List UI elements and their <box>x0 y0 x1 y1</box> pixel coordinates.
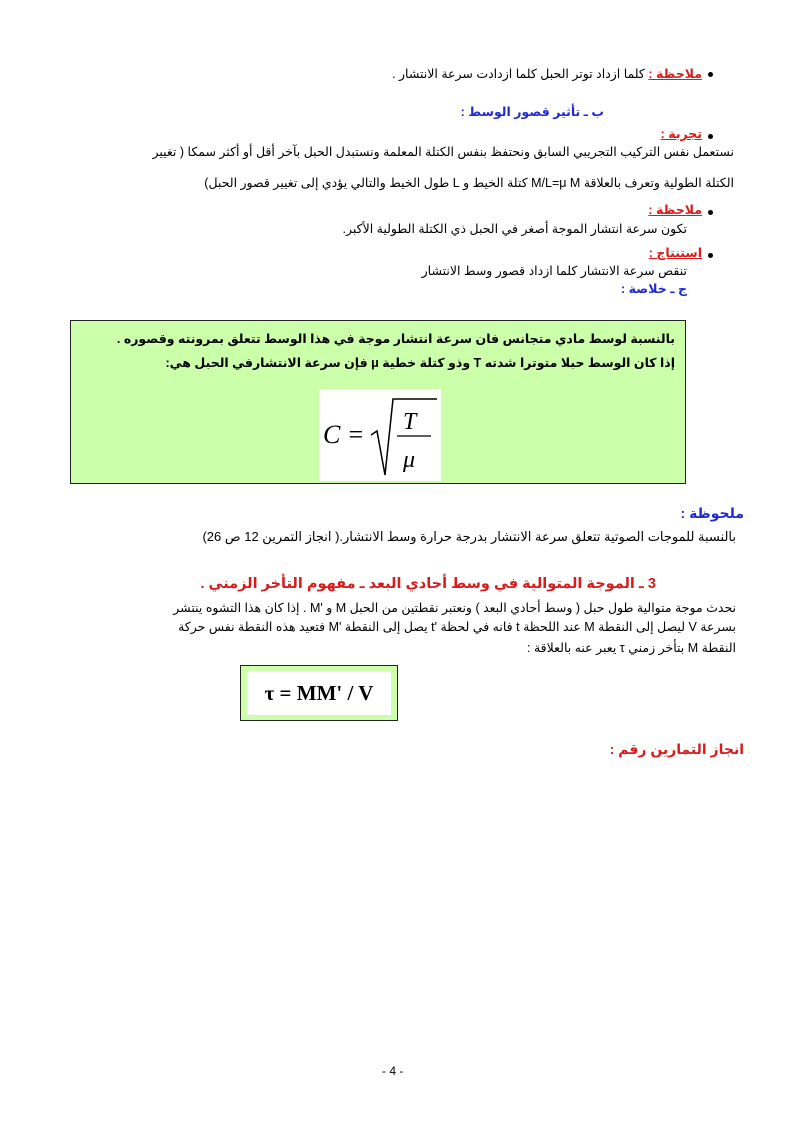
bullet <box>708 253 713 258</box>
summary-line2: إذا كان الوسط حبلا متوترا شدته T وذو كتلة خطية μ فإن سرعة الانتشارفي الحبل هي: <box>165 356 675 370</box>
bullet <box>708 72 713 77</box>
note2-label: ملاحظة : <box>648 203 702 217</box>
bullet <box>708 210 713 215</box>
summary-formula <box>319 389 441 481</box>
summary-title: ج ـ خلاصة : <box>620 282 687 296</box>
formula-num-text: T <box>403 409 417 435</box>
bullet <box>708 134 713 139</box>
experiment-line1: نستعمل نفس التركيب التجريبي السابق ونحتفظ بنفس الكتلة المعلمة ونستبدل الحبل بآخر أقل أو أكثر سمكا ( تغيير <box>152 145 734 159</box>
experiment-label: تجربة : <box>660 127 702 141</box>
section-b-title: ب ـ تأثير قصور الوسط : <box>460 105 604 119</box>
section3-line2: بسرعة V ليصل إلى النقطة M عند اللحظة t فانه في لحظة 't يصل إلى النقطة 'M فتعيد هذه النقطة نفس حركة <box>178 620 736 634</box>
experiment-line2: الكتلة الطولية وتعرف بالعلاقة M/L=μ M كتلة الخيط و L طول الخيط والتالي يؤدي إلى تغيير قصور الحبل) <box>204 176 734 190</box>
sqrt-formula-svg <box>319 389 441 481</box>
conclusion-label: استنتاج : <box>648 246 702 260</box>
note1-line <box>392 64 702 84</box>
section3-line1: نحدث موجة متوالية طول حبل ( وسط أحادي البعد ) ونعتبر نقطتين من الحبل M و 'M . إذا كان هذا التشوه ينتشر <box>173 601 736 615</box>
delay-formula: τ = MM' / V <box>247 671 391 715</box>
summary-box <box>70 320 686 484</box>
remark-label: ملحوظة : <box>680 505 744 521</box>
formula-den-text: μ <box>403 447 416 473</box>
formula-lhs-text: C = <box>323 420 365 449</box>
note2-text: تكون سرعة انتشار الموجة أصغر في الحبل ذي الكتلة الطولية الأكبر. <box>342 222 687 236</box>
remark-text: بالنسبة للموجات الصوتية تتعلق سرعة الانتشار بدرجة حرارة وسط الانتشار.( انجاز التمرين 12 ص 26) <box>202 529 736 544</box>
exercises-label: انجاز التمارين رقم : <box>609 741 744 757</box>
summary-line1: بالنسبة لوسط مادي متجانس فان سرعة انتشار موجة في هذا الوسط تتعلق بمرونته وقصوره . <box>116 332 675 346</box>
section3-line3: النقطة M بتأخر زمني τ يعبر عنه بالعلاقة : <box>527 641 736 655</box>
note1-text: كلما ازداد توتر الحبل كلما ازدادت سرعة الانتشار . <box>392 67 645 81</box>
section3-title: 3 ـ الموجة المتوالية في وسط أحادي البعد ـ مفهوم التأخر الزمني . <box>200 576 656 592</box>
conclusion-text: تنقص سرعة الانتشار كلما ازداد قصور وسط الانتشار <box>421 264 687 278</box>
page-number: - 4 - <box>382 1064 404 1078</box>
delay-formula-box <box>240 665 398 721</box>
note1-label: ملاحظة : <box>648 67 702 81</box>
